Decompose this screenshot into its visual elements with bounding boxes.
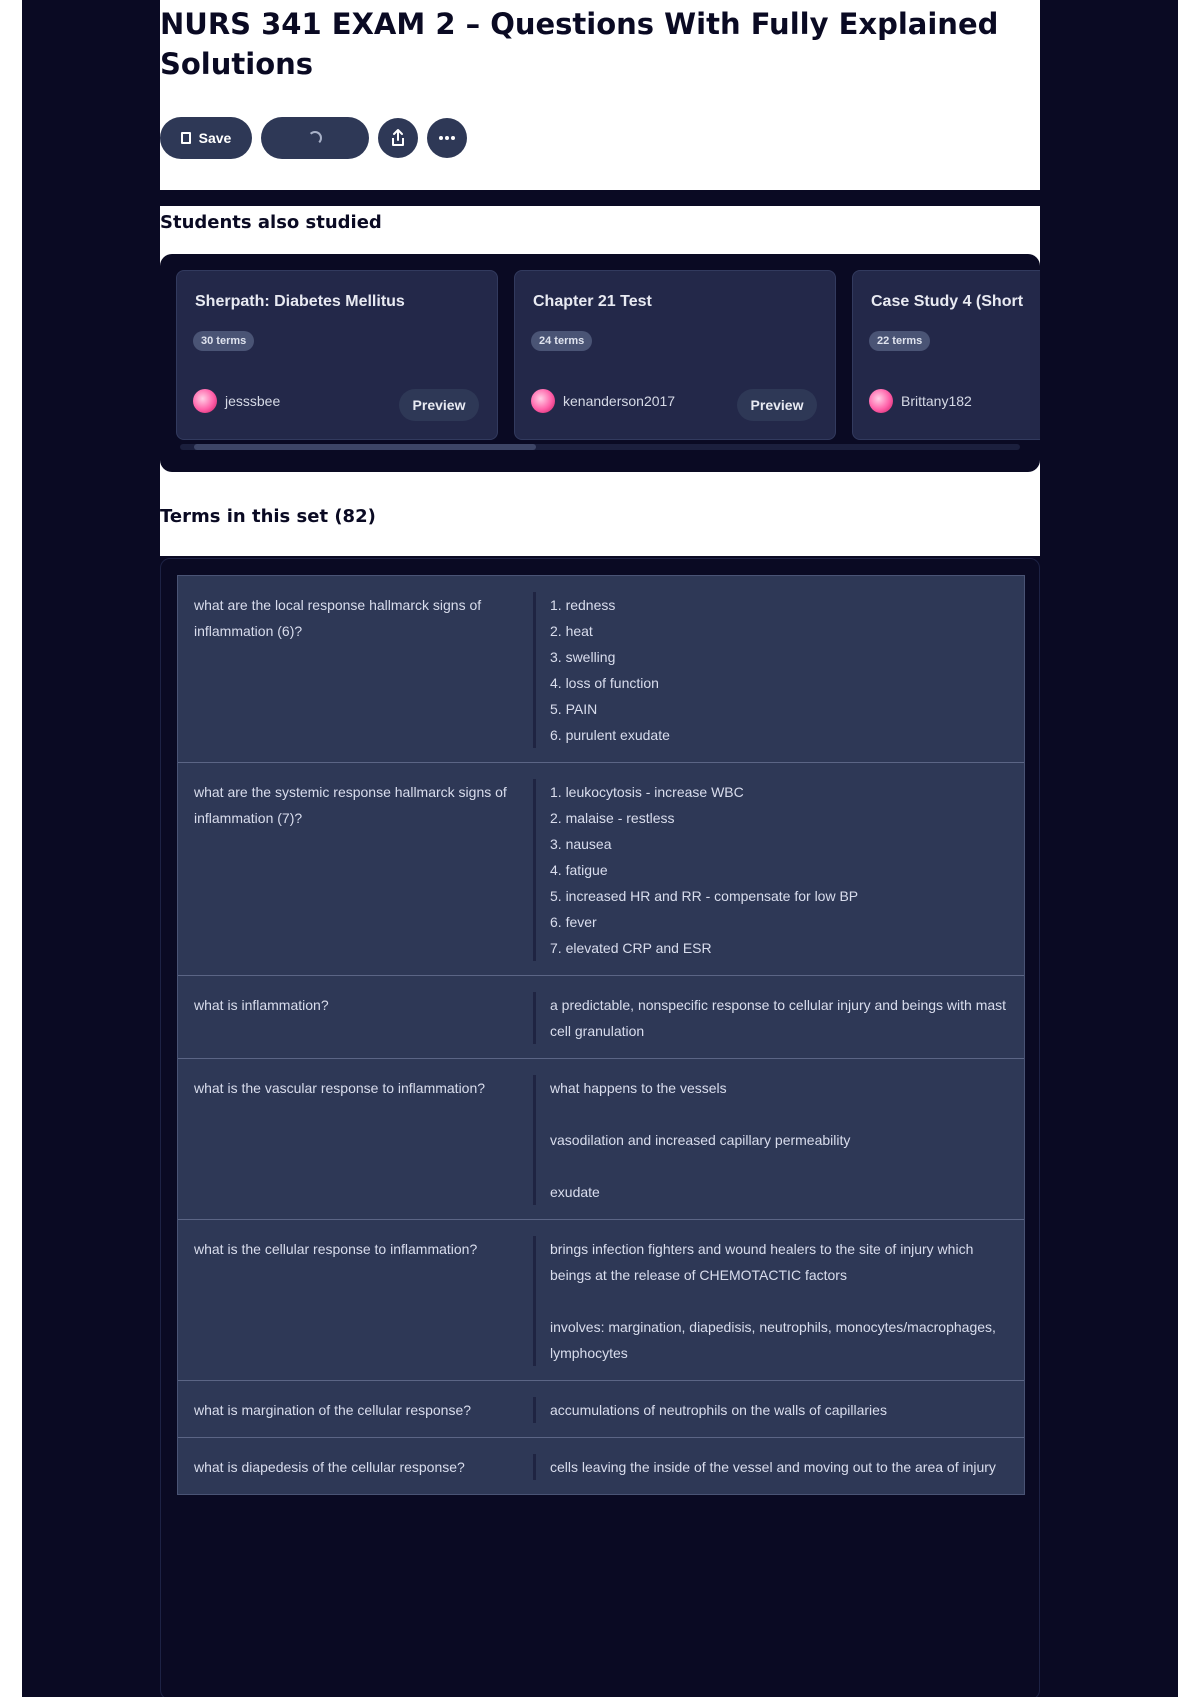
term-word: what are the systemic response hallmarck signs of inflammation (7)? [178, 779, 536, 961]
term-word: what is the vascular response to inflammation? [178, 1075, 536, 1205]
term-row[interactable] [178, 1219, 1024, 1380]
card-title: Sherpath: Diabetes Mellitus [195, 293, 405, 310]
term-definition: a predictable, nonspecific response to cellular injury and beings with mast cell granulation [550, 997, 1007, 1039]
card-title: Case Study 4 (Short [871, 293, 1024, 310]
term-word: what are the local response hallmarck signs of inflammation (6)? [178, 592, 536, 748]
term-definition: 1. leukocytosis - increase WBC 2. malaise - restless 3. nausea 4. fatigue 5. increased HR and RR - compensate for low BP 6. fever 7. elevated CRP and ESR [550, 784, 859, 956]
page-title: NURS 341 EXAM 2 – Questions With Fully Explained Solutions [160, 7, 999, 81]
share-button[interactable] [378, 118, 418, 158]
save-button[interactable] [160, 117, 252, 159]
card-username[interactable]: kenanderson2017 [563, 393, 676, 409]
preview-button[interactable]: Preview [399, 389, 479, 421]
also-studied-carousel[interactable] [160, 254, 1040, 472]
card-username[interactable]: jesssbee [225, 393, 281, 409]
term-row[interactable] [178, 1058, 1024, 1219]
set-toolbar [160, 117, 467, 159]
term-count-badge: 22 terms [869, 331, 930, 351]
share-icon [388, 128, 408, 148]
page-edge-left [0, 0, 22, 1700]
header-panel [160, 0, 1040, 190]
more-icon [437, 128, 457, 148]
section-divider [160, 190, 1040, 206]
term-row[interactable] [178, 762, 1024, 975]
avatar [531, 389, 555, 413]
also-studied-heading: Students also studied [160, 212, 382, 233]
card-title: Chapter 21 Test [533, 293, 652, 310]
loading-button[interactable] [261, 117, 369, 159]
more-button[interactable] [427, 118, 467, 158]
preview-button[interactable]: Preview [737, 389, 817, 421]
spinner-icon [308, 131, 322, 145]
term-definition: 1. redness 2. heat 3. swelling 4. loss of function 5. PAIN 6. purulent exudate [550, 597, 670, 743]
carousel-scrollbar-thumb[interactable] [194, 444, 536, 450]
term-word: what is inflammation? [178, 992, 536, 1044]
card-username[interactable]: Brittany182 [901, 393, 972, 409]
term-count-badge: 24 terms [531, 331, 592, 351]
term-definition: accumulations of neutrophils on the walls of capillaries [550, 1402, 887, 1418]
study-set-card[interactable] [852, 270, 1040, 440]
term-count-badge: 30 terms [193, 331, 254, 351]
study-set-card[interactable] [514, 270, 836, 440]
save-button-label: Save [198, 130, 232, 146]
term-definition: brings infection fighters and wound healers to the site of injury which beings at the release of CHEMOTACTIC factors involves: margination, diapedisis, neutrophils, monocytes/macrophages, lymphocytes [550, 1241, 996, 1361]
bookmark-icon [181, 132, 191, 144]
term-word: what is diapedesis of the cellular response? [178, 1454, 536, 1480]
term-row[interactable] [178, 1437, 1024, 1494]
avatar [869, 389, 893, 413]
term-row[interactable] [178, 576, 1024, 762]
term-word: what is the cellular response to inflammation? [178, 1236, 536, 1366]
term-definition: what happens to the vessels vasodilation and increased capillary permeability exudate [550, 1080, 851, 1200]
avatar [193, 389, 217, 413]
term-row[interactable] [178, 975, 1024, 1058]
terms-panel [160, 558, 1040, 1700]
term-row[interactable] [178, 1380, 1024, 1437]
term-definition: cells leaving the inside of the vessel and moving out to the area of injury [550, 1459, 996, 1475]
also-studied-section [160, 206, 1040, 556]
terms-list [177, 575, 1025, 1495]
study-set-card[interactable] [176, 270, 498, 440]
page-edge-right [1178, 0, 1200, 1700]
term-word: what is margination of the cellular response? [178, 1397, 536, 1423]
terms-heading: Terms in this set (82) [160, 506, 376, 527]
